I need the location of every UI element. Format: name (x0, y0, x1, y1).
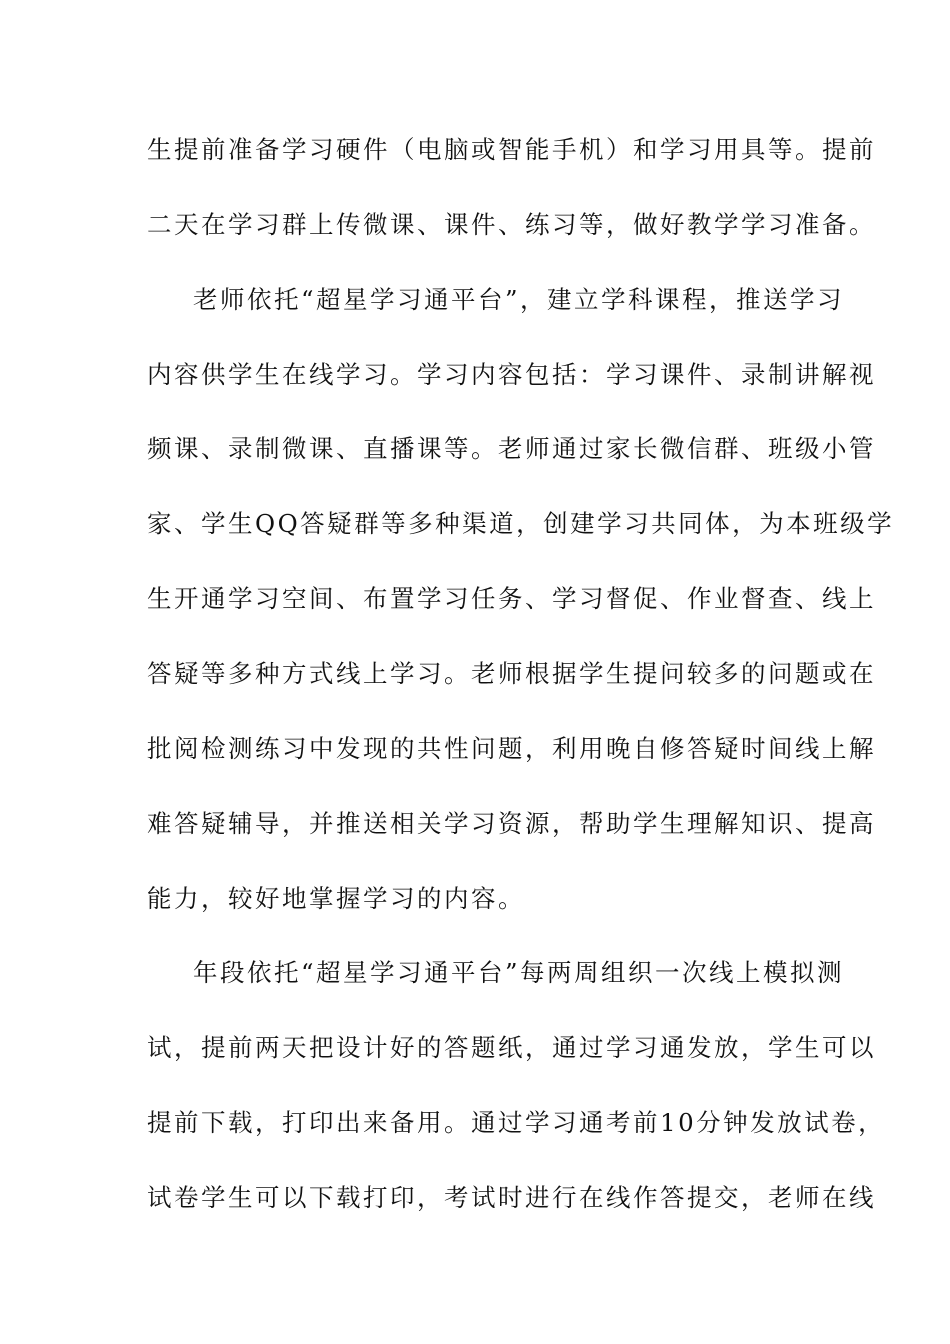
text-line: 试卷学生可以下载打印，考试时进行在线作答提交，老师在线 (147, 1183, 876, 1212)
paragraph-start-line: 年段依托“超星学习通平台”每两周组织一次线上模拟测 (193, 958, 845, 987)
text-line: 生提前准备学习硬件（电脑或智能手机）和学习用具等。提前 (147, 135, 876, 164)
text-line: 能力，较好地掌握学习的内容。 (147, 884, 525, 913)
text-line: 难答疑辅导，并推送相关学习资源，帮助学生理解知识、提高 (147, 809, 876, 838)
text-line: 提前下载，打印出来备用。通过学习通考前10分钟发放试卷， (147, 1108, 886, 1137)
paragraph-start-line: 老师依托“超星学习通平台”，建立学科课程，推送学习 (193, 285, 845, 314)
text-line: 内容供学生在线学习。学习内容包括：学习课件、录制讲解视 (147, 360, 876, 389)
text-line: 频课、录制微课、直播课等。老师通过家长微信群、班级小管 (147, 434, 876, 463)
text-line: 生开通学习空间、布置学习任务、学习督促、作业督查、线上 (147, 584, 876, 613)
text-line: 二天在学习群上传微课、课件、练习等，做好教学学习准备。 (147, 210, 876, 239)
text-line: 家、学生QQ答疑群等多种渠道，创建学习共同体，为本班级学 (147, 509, 895, 538)
text-line: 试，提前两天把设计好的答题纸，通过学习通发放，学生可以 (147, 1033, 876, 1062)
text-line: 答疑等多种方式线上学习。老师根据学生提问较多的问题或在 (147, 659, 876, 688)
text-line: 批阅检测练习中发现的共性问题，利用晚自修答疑时间线上解 (147, 734, 876, 763)
